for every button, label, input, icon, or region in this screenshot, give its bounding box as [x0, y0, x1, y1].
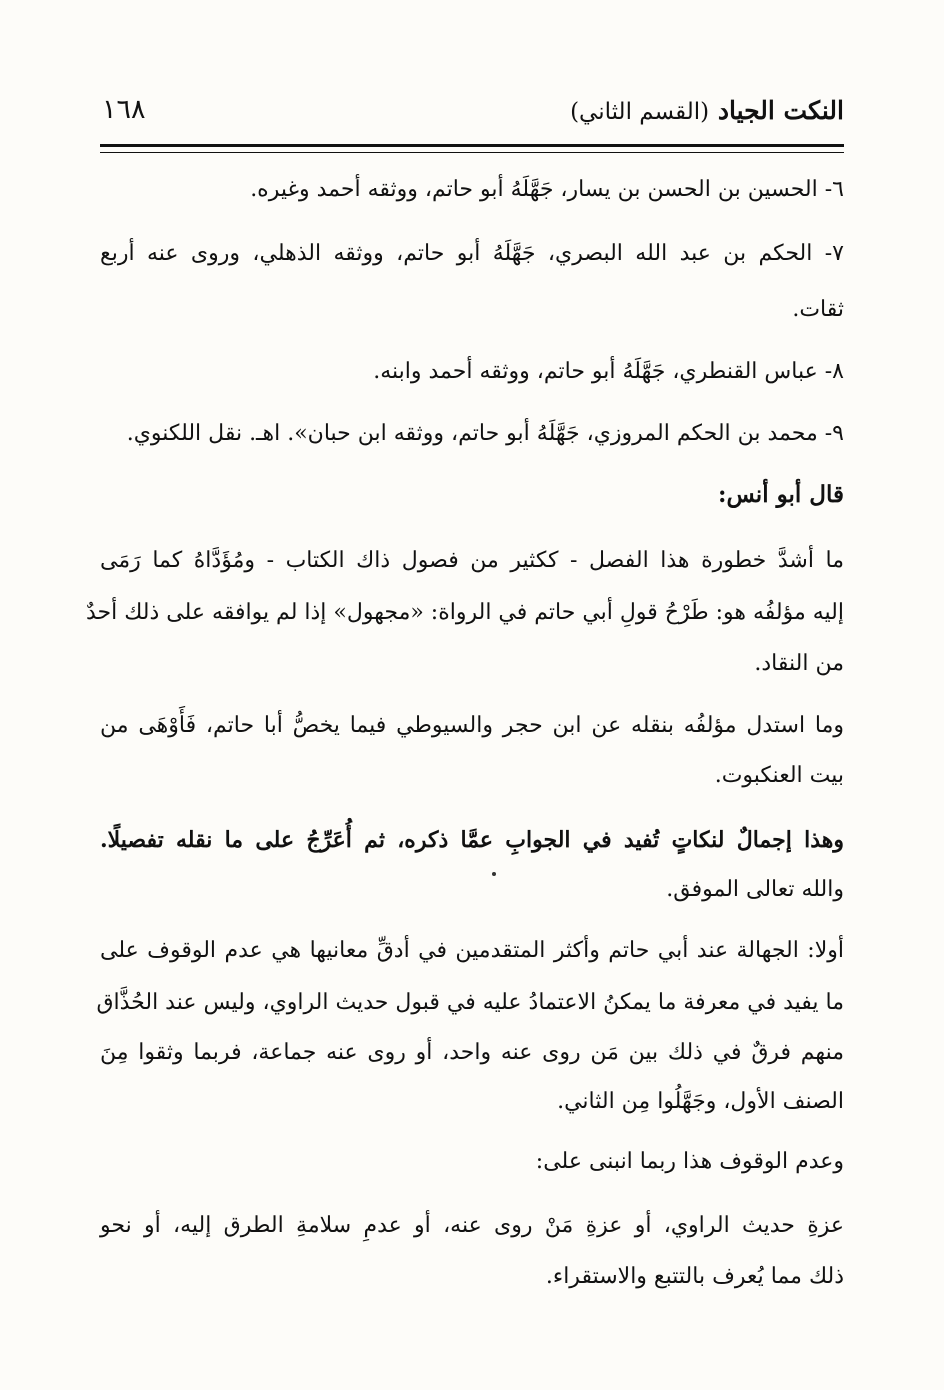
- paragraph-line-bold: وهذا إجمالٌ لنكاتٍ تُفيد في الجوابِ عمَّا ذكره، ثم أُعَرِّجُ على ما نقله تفصيلًا.: [100, 827, 844, 853]
- paragraph-line: والله تعالى الموفق.: [666, 877, 844, 902]
- paragraph-line: وما استدل مؤلفُه بنقله عن ابن حجر والسيوطي فيما يخصُّ أبا حاتم، فَأَوْهَى من: [100, 713, 844, 738]
- paragraph-line: بيت العنكبوت.: [714, 763, 844, 788]
- list-item-6: ٦- الحسين بن الحسن بن يسار، جَهَّلَهُ أبو حاتم، ووثقه أحمد وغيره.: [250, 177, 844, 202]
- list-item-8: ٨- عباس القنطري، جَهَّلَهُ أبو حاتم، ووثقه أحمد وابنه.: [373, 359, 844, 384]
- page-number: ١٦٨: [102, 94, 146, 125]
- paragraph-line: عزةِ حديث الراوي، أو عزةِ مَنْ روى عنه، أو عدمِ سلامةِ الطرق إليه، أو نحو: [100, 1213, 844, 1238]
- paragraph-line: ذلك مما يُعرف بالتتبع والاستقراء.: [545, 1264, 844, 1289]
- paragraph-line: أولا: الجهالة عند أبي حاتم وأكثر المتقدمين في أدقِّ معانيها هي عدم الوقوف على: [100, 938, 844, 963]
- book-section: (القسم الثاني): [570, 99, 710, 125]
- paragraph-line: الصنف الأول، وجَهَّلُوا مِن الثاني.: [557, 1089, 844, 1114]
- paragraph-line: وعدم الوقوف هذا ربما انبنى على:: [535, 1149, 844, 1174]
- paragraph-line: من النقاد.: [754, 651, 844, 676]
- paragraph-line: منهم فرقٌ في ذلك بين مَن روى عنه واحد، أو روى عنه جماعة، فربما وثقوا مِنَ: [100, 1040, 844, 1065]
- list-item-9: ٩- محمد بن الحكم المروزي، جَهَّلَهُ أبو حاتم، ووثقه ابن حبان». اهـ. نقل اللكنوي.: [126, 421, 844, 446]
- paragraph-line: إليه مؤلفُه هو: طَرْحُ قولِ أبي حاتم في الرواة: «مجهول» إذا لم يوافقه على ذلك أحدٌ: [86, 600, 844, 625]
- paragraph-line: ما أشدَّ خطورة هذا الفصل - ككثير من فصول ذاك الكتاب - ومُؤَدَّاهُ كما رَمَى: [100, 548, 844, 573]
- header-rule-thin: [100, 152, 844, 153]
- running-title: [570, 96, 844, 125]
- list-item-7-cont: ثقات.: [792, 297, 844, 322]
- list-item-7: ٧- الحكم بن عبد الله البصري، جَهَّلَهُ أبو حاتم، ووثقه الذهلي، وروى عنه أربع: [100, 241, 844, 266]
- page-header: [100, 92, 844, 132]
- header-rule-thick: [100, 144, 844, 147]
- paragraph-line: ما يفيد في معرفة ما يمكنُ الاعتمادُ عليه في قبول حديث الراوي، وليس عند الحُذَّاق: [96, 990, 844, 1015]
- stray-dot: [492, 872, 496, 876]
- section-heading: قال أبو أنس:: [717, 481, 844, 508]
- book-title: النكت الجياد: [717, 96, 844, 125]
